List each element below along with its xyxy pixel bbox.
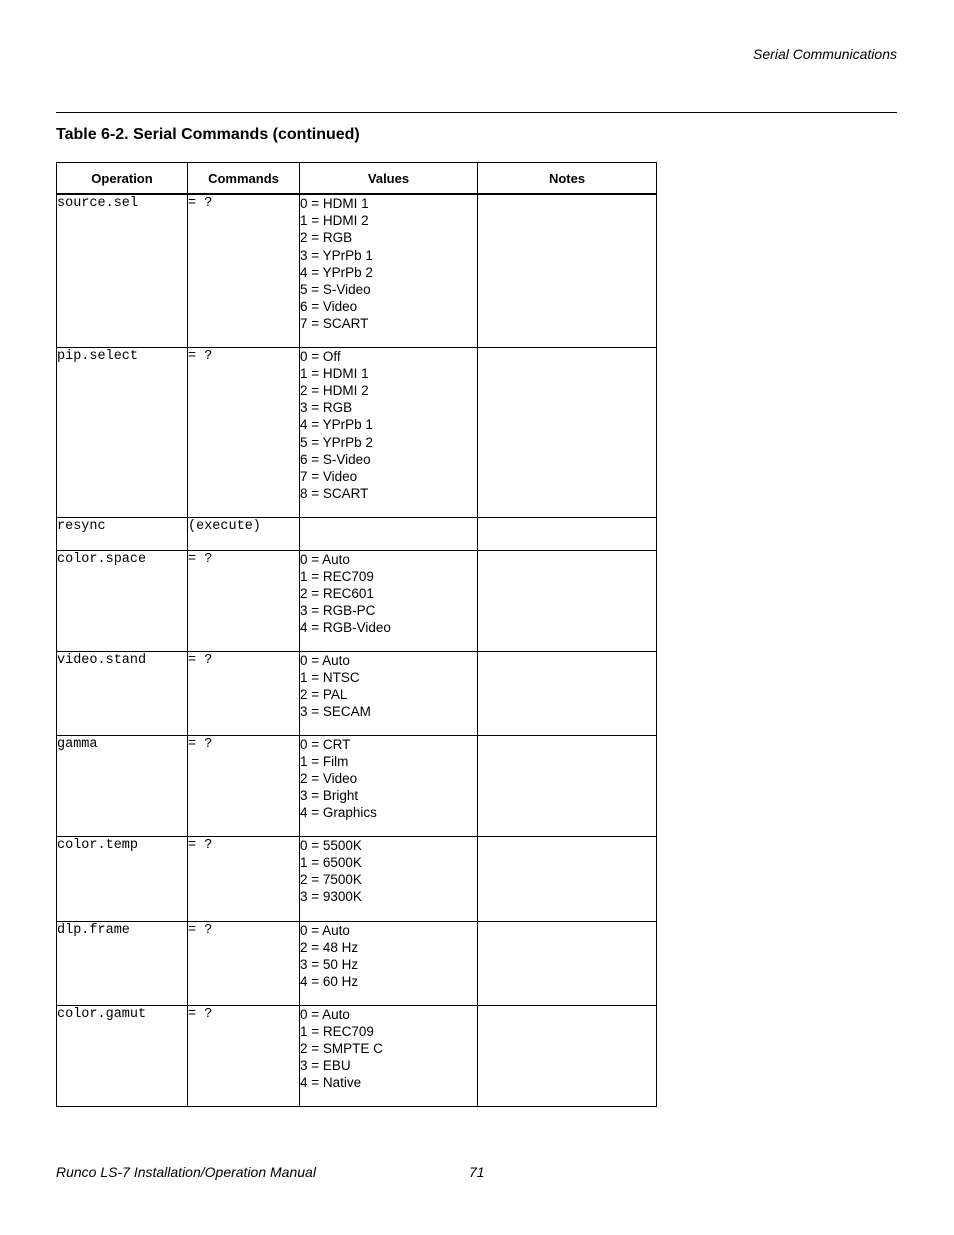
notes-cell <box>478 194 657 347</box>
values-cell <box>300 836 478 921</box>
value-line: 1 = REC709 <box>300 1023 374 1039</box>
value-line: 2 = Video <box>300 770 358 786</box>
command-cell: = ? <box>188 651 300 735</box>
operation-cell: color.gamut <box>57 1005 188 1106</box>
header-rule <box>56 112 897 113</box>
page-number: 71 <box>469 1164 485 1180</box>
values-cell <box>300 735 478 836</box>
footer-manual-title: Runco LS-7 Installation/Operation Manual <box>56 1164 316 1180</box>
value-line: 1 = 6500K <box>300 854 362 870</box>
command-cell: = ? <box>188 550 300 651</box>
value-line: 3 = RGB <box>300 400 353 416</box>
table-title: Table 6-2. Serial Commands (continued) <box>56 126 360 143</box>
value-line: 3 = YPrPb 1 <box>300 247 373 263</box>
values-cell <box>300 651 478 735</box>
serial-commands-table <box>56 162 657 1107</box>
table-row <box>57 347 657 517</box>
values-cell <box>300 550 478 651</box>
column-header-notes: Notes <box>478 163 657 195</box>
notes-cell <box>478 836 657 921</box>
value-line: 0 = Auto <box>300 1006 350 1022</box>
command-cell: = ? <box>188 921 300 1005</box>
value-line: 1 = REC709 <box>300 568 374 584</box>
value-line: 4 = YPrPb 1 <box>300 417 373 433</box>
value-line: 1 = NTSC <box>300 669 360 685</box>
value-line: 2 = 7500K <box>300 871 362 887</box>
operation-cell: source.sel <box>57 194 188 347</box>
value-line: 2 = REC601 <box>300 585 374 601</box>
operation-cell: color.temp <box>57 836 188 921</box>
column-header-commands: Commands <box>188 163 300 195</box>
column-header-operation: Operation <box>57 163 188 195</box>
values-cell <box>300 347 478 517</box>
operation-cell: gamma <box>57 735 188 836</box>
table-row <box>57 651 657 735</box>
value-line: 1 = Film <box>300 753 349 769</box>
value-line: 2 = SMPTE C <box>300 1040 383 1056</box>
value-line: 1 = HDMI 2 <box>300 213 369 229</box>
value-line: 0 = HDMI 1 <box>300 196 369 211</box>
notes-cell <box>478 921 657 1005</box>
command-cell: = ? <box>188 194 300 347</box>
command-cell: = ? <box>188 735 300 836</box>
command-cell: (execute) <box>188 517 300 550</box>
value-line: 7 = SCART <box>300 316 369 332</box>
table-row <box>57 194 657 347</box>
operation-cell: color.space <box>57 550 188 651</box>
value-line: 4 = 60 Hz <box>300 974 359 990</box>
value-line: 4 = Native <box>300 1075 362 1091</box>
running-header: Serial Communications <box>753 46 897 62</box>
table-row <box>57 735 657 836</box>
table-row <box>57 550 657 651</box>
value-line: 1 = HDMI 1 <box>300 365 369 381</box>
table-header-row <box>57 163 657 195</box>
value-line: 3 = 50 Hz <box>300 956 359 972</box>
table-row <box>57 836 657 921</box>
values-cell <box>300 921 478 1005</box>
value-line: 5 = YPrPb 2 <box>300 434 373 450</box>
value-line: 3 = EBU <box>300 1058 351 1074</box>
value-line: 7 = Video <box>300 468 358 484</box>
value-line: 2 = 48 Hz <box>300 939 359 955</box>
table-row <box>57 517 657 550</box>
operation-cell: dlp.frame <box>57 921 188 1005</box>
operation-cell: pip.select <box>57 347 188 517</box>
notes-cell <box>478 735 657 836</box>
notes-cell <box>478 347 657 517</box>
value-line: 0 = Auto <box>300 922 350 938</box>
value-line: 2 = HDMI 2 <box>300 382 369 398</box>
value-line: 0 = Auto <box>300 551 350 567</box>
value-line: 0 = Auto <box>300 652 350 668</box>
table-row <box>57 921 657 1005</box>
value-line: 5 = S-Video <box>300 282 371 298</box>
value-line: 6 = S-Video <box>300 451 371 467</box>
value-line: 2 = RGB <box>300 230 353 246</box>
notes-cell <box>478 1005 657 1106</box>
value-line: 3 = SECAM <box>300 704 371 720</box>
value-line: 0 = CRT <box>300 736 351 752</box>
value-line: 4 = YPrPb 2 <box>300 264 373 280</box>
value-line: 8 = SCART <box>300 486 369 502</box>
command-cell: = ? <box>188 836 300 921</box>
notes-cell <box>478 550 657 651</box>
value-line: 2 = PAL <box>300 686 348 702</box>
value-line: 4 = Graphics <box>300 805 377 821</box>
column-header-values: Values <box>300 163 478 195</box>
value-line: 3 = RGB-PC <box>300 603 376 619</box>
table-row <box>57 1005 657 1106</box>
operation-cell: video.stand <box>57 651 188 735</box>
command-cell: = ? <box>188 1005 300 1106</box>
value-line: 0 = 5500K <box>300 837 362 853</box>
notes-cell <box>478 651 657 735</box>
notes-cell <box>478 517 657 550</box>
values-cell <box>300 517 478 550</box>
values-cell <box>300 1005 478 1106</box>
operation-cell: resync <box>57 517 188 550</box>
command-cell: = ? <box>188 347 300 517</box>
value-line: 0 = Off <box>300 348 341 364</box>
value-line: 3 = 9300K <box>300 889 362 905</box>
value-line: 3 = Bright <box>300 788 359 804</box>
values-cell <box>300 194 478 347</box>
value-line: 6 = Video <box>300 299 358 315</box>
value-line: 4 = RGB-Video <box>300 620 391 636</box>
